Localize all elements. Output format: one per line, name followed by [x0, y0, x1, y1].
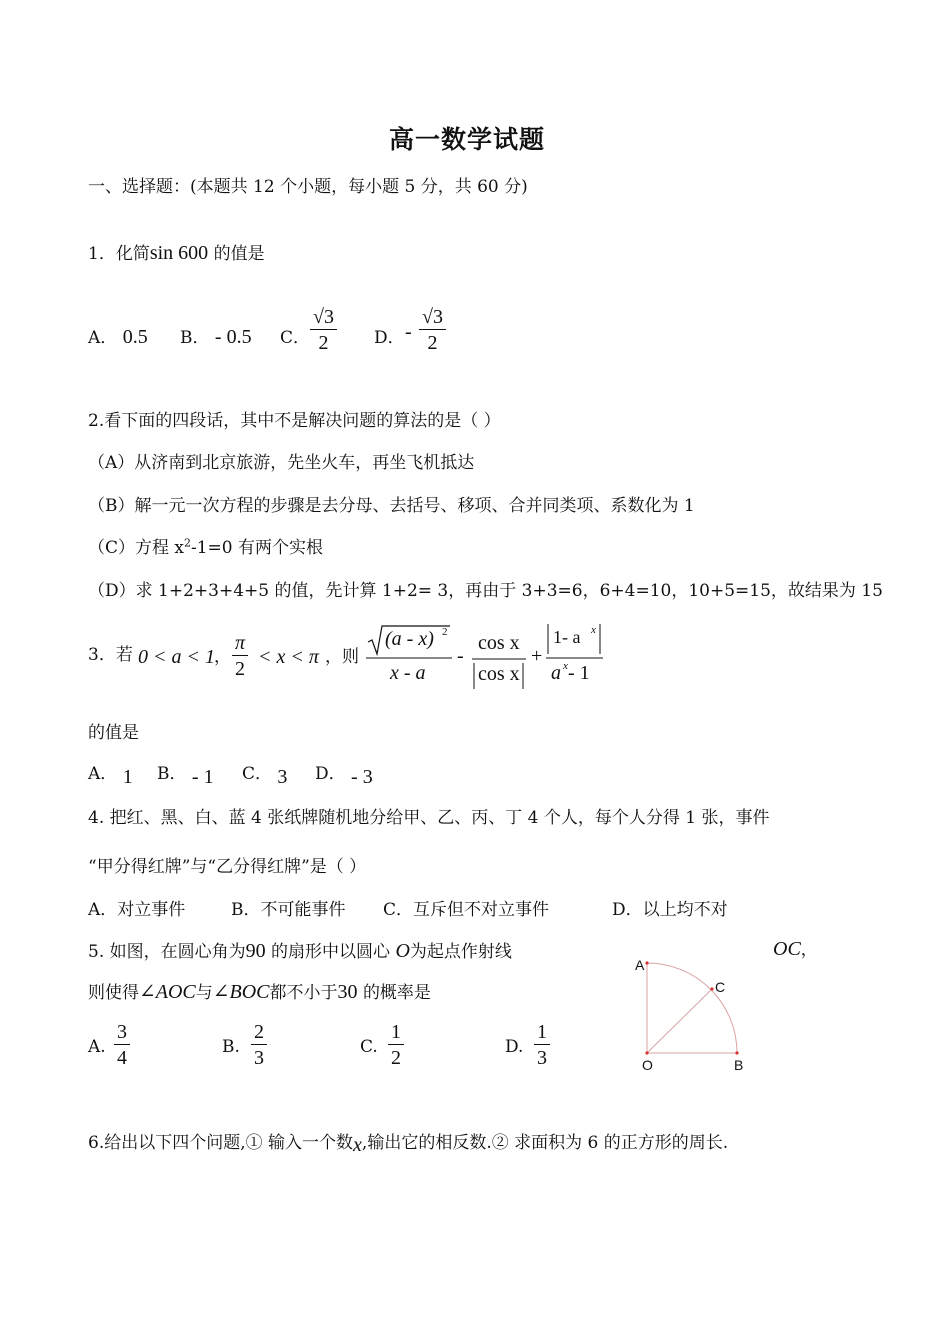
option-value: - 3 — [351, 766, 373, 788]
fraction-numerator: 1 — [391, 1021, 401, 1043]
option-label: B． — [180, 328, 210, 348]
q5-angle-aoc: ∠AOC — [139, 981, 196, 1003]
q2-option-c-exponent: 2 — [184, 536, 191, 550]
option-label: C． — [242, 764, 273, 784]
option-value: 0.5 — [122, 326, 148, 348]
q3-comma: ， — [214, 647, 231, 667]
q4-line-2: “甲分得红牌”与“乙分得红牌”是（ ） — [88, 857, 367, 877]
q1-option-b — [180, 323, 252, 349]
fraction-numerator: (a - x) — [385, 628, 434, 650]
q5-option-a-fraction — [114, 1020, 130, 1071]
point-c-label: C — [715, 979, 726, 995]
point-a-label: A — [635, 957, 645, 973]
q5-text: 则使得 — [88, 983, 139, 1003]
fraction-denominator: 2 — [427, 332, 438, 354]
q1-option-a — [88, 323, 148, 349]
q2-option-c — [88, 533, 323, 558]
sector-figure — [630, 955, 750, 1075]
q5-text: 的扇形中以圆心 — [271, 942, 391, 962]
q5-comma: ， — [800, 940, 818, 960]
q2-option-a: （A）从济南到北京旅游，先坐火车，再坐飞机抵达 — [88, 453, 475, 473]
q5-text: 5. 如图，在圆心角为 — [88, 942, 246, 962]
option-value: - 0.5 — [214, 326, 252, 348]
q2-option-d: （D）求 1+2+3+4+5 的值，先计算 1+2= 3，再由于 3+3=6，6+4=10，10+5=15，故结果为 15 — [88, 581, 883, 601]
q3-then: ，则 — [325, 647, 359, 667]
fraction-denominator: 3 — [537, 1047, 547, 1069]
q5-option-d-fraction — [534, 1020, 550, 1071]
option-value: 1 — [122, 766, 133, 788]
q3-option-b — [157, 759, 214, 788]
q5-angle-30: 30 — [337, 981, 358, 1003]
q1-stem-text: 1．化简 — [88, 244, 150, 264]
q3-condition-x: < x < π — [258, 646, 319, 668]
q6-text: 6.给出以下四个问题,① 输入一个数 — [88, 1133, 354, 1153]
option-label: D． — [315, 764, 346, 784]
fraction-denominator: a — [551, 662, 561, 684]
denominator-exponent: x — [563, 660, 568, 672]
fraction-numerator: √3 — [313, 306, 334, 328]
numerator-exponent: x — [591, 624, 596, 636]
q5-text: 与 — [195, 983, 213, 1003]
q1-tail: 的值是 — [213, 244, 265, 264]
q1-option-d-sign: - — [405, 321, 412, 343]
q5-option-b-label: B. — [222, 1037, 240, 1057]
q4-line-1: 4. 把红、黑、白、蓝 4 张纸牌随机地分给甲、乙、丙、丁 4 个人，每个人分得 1 张，事件 — [88, 808, 770, 828]
q5-oc: OC — [773, 938, 801, 960]
q5-angle-90: 90 — [245, 940, 266, 962]
q5-center-o: O — [395, 940, 410, 962]
page-title: 高一数学试题 — [389, 125, 546, 154]
fraction-denominator: 2 — [391, 1047, 401, 1069]
fraction-denominator: cos x — [478, 663, 520, 685]
question-6 — [88, 1128, 728, 1154]
q1-expression: sin 600 — [149, 242, 209, 264]
q3-pi-over-two — [232, 631, 248, 682]
q5-line-2 — [88, 978, 431, 1004]
q5-option-c-fraction — [388, 1020, 404, 1071]
q3-condition-a: 0 < a < 1 — [138, 646, 215, 668]
q3-fraction-1 — [366, 622, 452, 686]
q5-text: 的概率是 — [362, 983, 431, 1003]
option-value: - 1 — [191, 766, 214, 788]
q1-option-d-fraction — [419, 305, 446, 356]
point-o-label: O — [642, 1057, 653, 1073]
q6-text: ,输出它的相反数.② 求面积为 6 的正方形的周长. — [361, 1133, 729, 1153]
q5-text: 为起点作射线 — [409, 942, 512, 962]
q5-option-c-label: C. — [360, 1037, 378, 1057]
q1-option-d-label: D． — [374, 328, 405, 348]
fraction-numerator: 1- a — [553, 627, 581, 647]
fraction-denominator: 4 — [117, 1047, 127, 1069]
q5-line-1 — [88, 937, 512, 963]
q1-stem — [88, 239, 265, 265]
fraction-numerator: 2 — [254, 1021, 264, 1043]
q5-text: 都不小于 — [269, 983, 338, 1003]
fraction-numerator: cos x — [478, 632, 520, 654]
fraction-denominator: 3 — [254, 1047, 264, 1069]
q5-option-b-fraction — [251, 1020, 267, 1071]
q3-option-c — [242, 759, 288, 788]
q4-option-a: A．对立事件 — [88, 900, 186, 920]
fraction-numerator: 1 — [537, 1021, 547, 1043]
q5-ray-oc — [773, 935, 818, 961]
fraction-denominator: x - a — [390, 662, 426, 684]
q2-stem: 2.看下面的四段话，其中不是解决问题的算法的是（ ） — [88, 411, 501, 431]
section-heading: 一、选择题：(本题共 12 个小题，每小题 5 分，共 60 分) — [88, 177, 528, 197]
option-label: A． — [88, 764, 118, 784]
q2-option-c-pre: （C）方程 x — [88, 538, 184, 558]
q5-option-a-label: A. — [88, 1037, 106, 1057]
fraction-numerator: 3 — [117, 1021, 127, 1043]
q3-option-d — [315, 759, 373, 788]
point-b-label: B — [734, 1057, 744, 1073]
fraction-denominator: 2 — [235, 658, 246, 680]
q1-option-c-label: C． — [280, 328, 311, 348]
q5-option-d-label: D. — [505, 1037, 524, 1057]
q4-option-d: D．以上均不对 — [612, 900, 728, 920]
denominator-tail: - 1 — [568, 662, 590, 684]
q3-fraction-3 — [546, 622, 604, 686]
q2-option-c-post: -1=0 有两个实根 — [191, 538, 324, 558]
q2-option-b: （B）解一元一次方程的步骤是去分母、去括号、移项、合并同类项、系数化为 1 — [88, 496, 695, 516]
q4-option-c: C．互斥但不对立事件 — [383, 900, 550, 920]
q1-option-c-fraction — [310, 305, 337, 356]
q3-minus: - — [457, 645, 464, 667]
fraction-numerator: √3 — [422, 306, 443, 328]
q3-stem: 3．若 — [88, 645, 133, 665]
q6-variable-x: x — [353, 1134, 362, 1156]
option-label: B． — [157, 764, 187, 784]
q5-angle-boc: ∠BOC — [212, 981, 270, 1003]
q3-value-line: 的值是 — [88, 723, 139, 743]
q3-plus: + — [531, 645, 543, 667]
option-value: 3 — [277, 766, 288, 788]
q3-fraction-2 — [472, 630, 528, 690]
option-label: A． — [88, 328, 118, 348]
q3-option-a — [88, 759, 133, 788]
fraction-denominator: 2 — [318, 332, 329, 354]
q4-option-b: B．不可能事件 — [231, 900, 346, 920]
fraction-numerator: π — [235, 632, 246, 654]
numerator-exponent: 2 — [442, 626, 448, 638]
